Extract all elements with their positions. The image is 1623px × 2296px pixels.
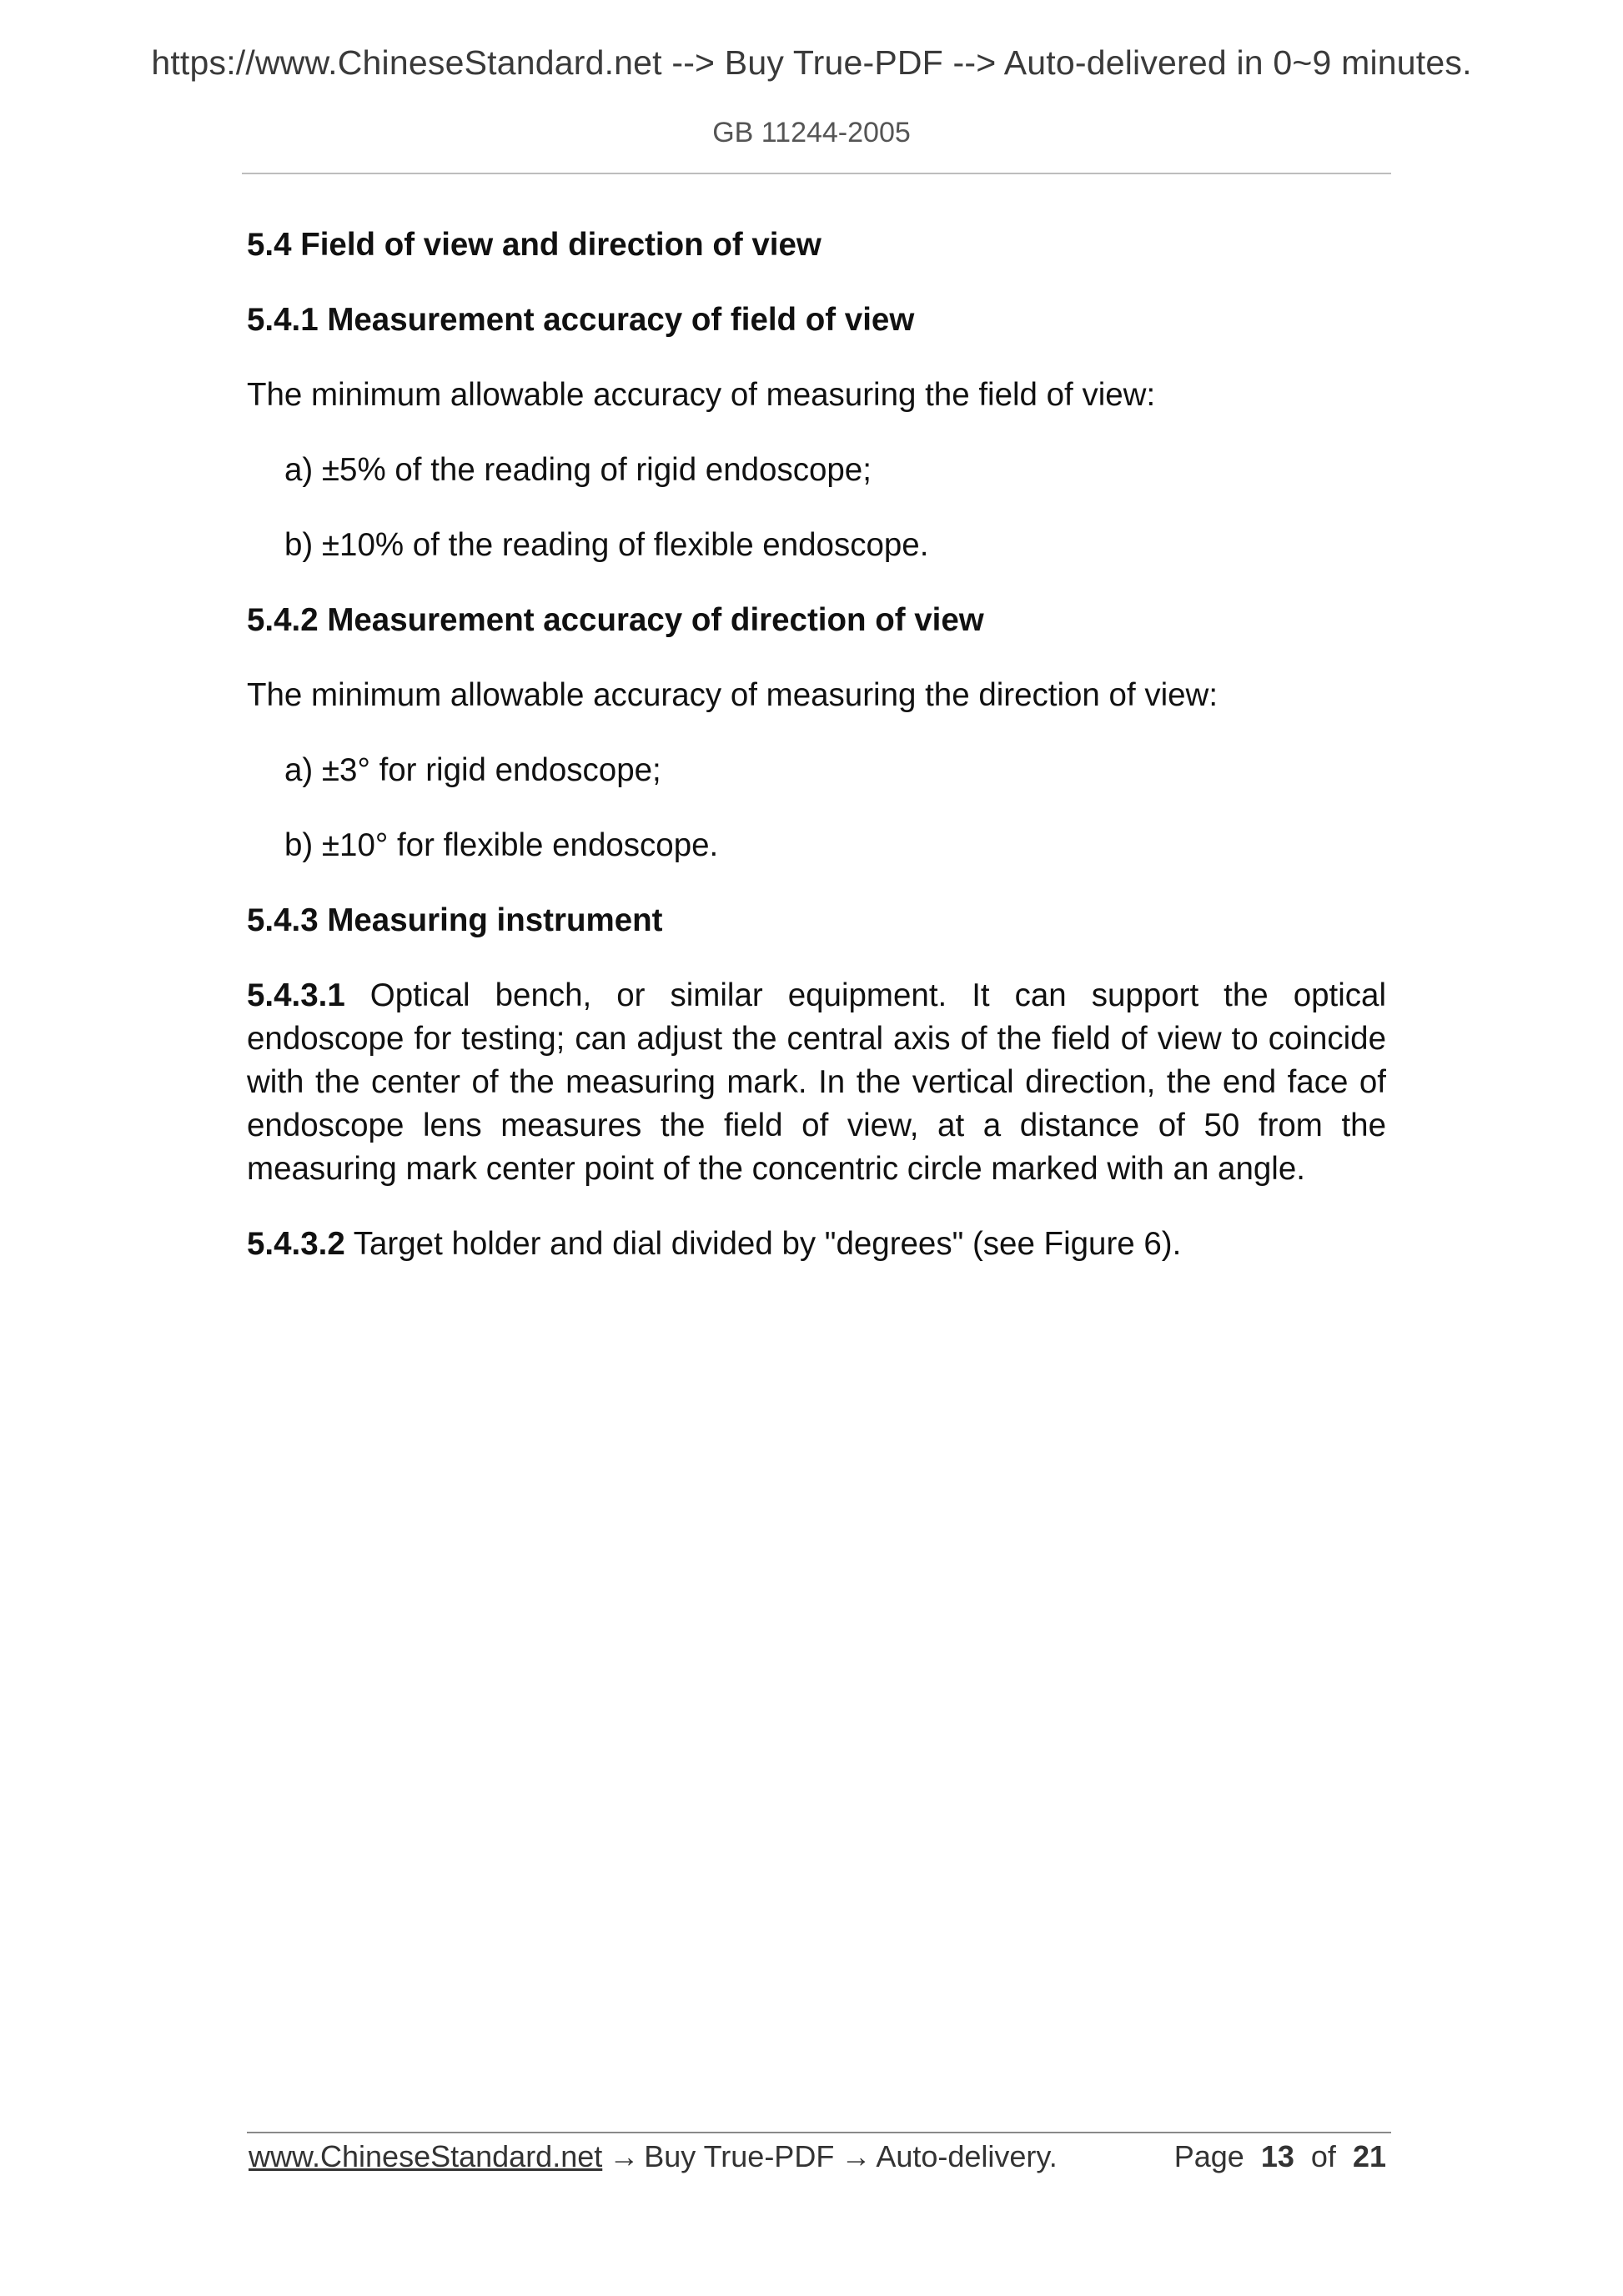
heading-5-4-2: 5.4.2 Measurement accuracy of direction of view [247,602,984,638]
clause-number: 5.4.3.2 [247,1226,345,1262]
page-content [247,224,1386,1298]
buy-text: Buy True-PDF [644,2139,835,2173]
clause-5-4-3-2 [247,1223,1386,1266]
clause-5-4-3-1 [247,974,1386,1191]
page-current: 13 [1260,2139,1294,2173]
footer-divider [247,2132,1391,2133]
dov-intro-paragraph: The minimum allowable accuracy of measuring the direction of view: [247,677,1219,713]
heading-5-4-1: 5.4.1 Measurement accuracy of field of view [247,302,915,338]
right-arrow-icon: → [609,2139,640,2173]
site-link[interactable]: www.ChineseStandard.net [249,2139,603,2173]
page-label: Page [1173,2139,1244,2173]
clause-text: Optical bench, or similar equipment. It can support the optical endoscope for testing; can adjust the central axis of the field of view to coincide with the center of the measuring mark. In the vertical direction, the end face of endoscope lens measures the field of view, at a distance of 50 from the measuring mark center point of the concentric circle marked with an angle. [247,977,1387,1187]
footer-promo [249,2135,1058,2178]
document-code: GB 11244-2005 [712,117,911,148]
right-arrow-icon: → [841,2139,872,2173]
fov-item-b: b) ±10% of the reading of flexible endoscope. [284,527,929,563]
clause-text: Target holder and dial divided by "degrees" (see Figure 6). [353,1226,1182,1262]
delivery-text: Auto-delivery. [876,2139,1058,2173]
fov-intro-paragraph: The minimum allowable accuracy of measuring the field of view: [247,377,1156,413]
page-total: 21 [1352,2139,1386,2173]
clause-number: 5.4.3.1 [247,977,345,1013]
dov-item-b: b) ±10° for flexible endoscope. [284,827,719,863]
dov-item-a: a) ±3° for rigid endoscope; [284,752,661,788]
header-divider [242,173,1391,174]
page-indicator [1174,2135,1386,2178]
heading-5-4: 5.4 Field of view and direction of view [247,227,822,263]
page-of-label: of [1310,2139,1336,2173]
heading-5-4-3: 5.4.3 Measuring instrument [247,902,663,938]
fov-item-a: a) ±5% of the reading of rigid endoscope; [284,452,872,488]
top-banner: https://www.ChineseStandard.net --> Buy True-PDF --> Auto-delivered in 0~9 minutes. [151,43,1472,82]
